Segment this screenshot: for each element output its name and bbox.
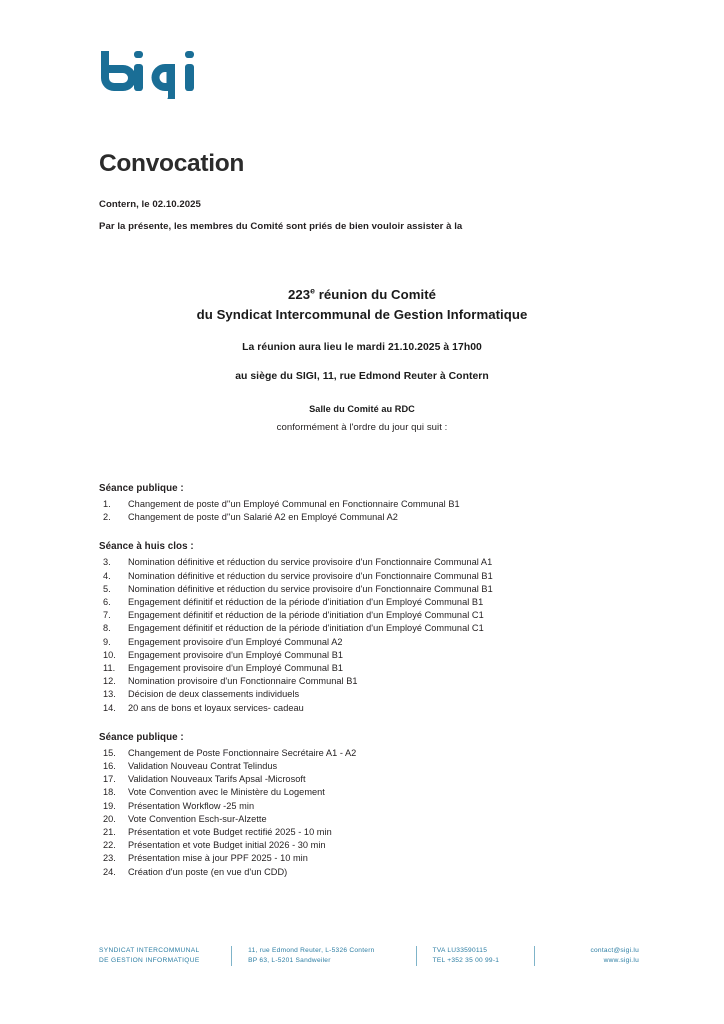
agenda-item-number: 20. xyxy=(103,813,116,824)
agenda-item-text: Présentation mise à jour PPF 2025 - 10 min xyxy=(128,853,308,864)
agenda-section-heading: Séance publique : xyxy=(99,483,184,494)
agenda-item-text: Changement de Poste Fonctionnaire Secrétaire A1 - A2 xyxy=(128,747,357,758)
agenda-section-heading: Séance publique : xyxy=(99,731,184,743)
agenda-item-number: 18. xyxy=(103,787,116,798)
agenda-item xyxy=(99,800,639,813)
agenda-item-text: Changement de poste d''un Salarié A2 en Employé Communal A2 xyxy=(128,512,398,523)
agenda-intro-note: conformément à l'ordre du jour qui suit : xyxy=(276,422,448,433)
agenda-item-text: Validation Nouveaux Tarifs Apsal -Microsoft xyxy=(128,774,306,785)
agenda-item xyxy=(99,596,639,609)
agenda-item-number: 1. xyxy=(103,499,111,509)
agenda-item xyxy=(99,636,639,649)
meeting-header-block xyxy=(0,285,724,433)
agenda-item-text: Validation Nouveau Contrat Telindus xyxy=(128,761,278,772)
agenda-item-text: Nomination définitive et réduction du service provisoire d'un Fonctionnaire Communal B1 xyxy=(128,583,493,594)
agenda-item xyxy=(99,747,639,760)
page-footer xyxy=(99,946,639,967)
footer-legal xyxy=(416,946,534,967)
agenda-item xyxy=(99,556,639,569)
agenda-item-number: 22. xyxy=(103,840,116,851)
agenda-item xyxy=(99,662,639,675)
agenda-item-number: 4. xyxy=(103,570,111,581)
meeting-room: Salle du Comité au RDC xyxy=(309,404,415,414)
meeting-datetime: La réunion aura lieu le mardi 21.10.2025 à 17h00 xyxy=(242,342,482,353)
agenda-item-text: Engagement définitif et réduction de la période d'initiation d'un Employé Communal C1 xyxy=(128,623,484,634)
agenda-item-text: Présentation et vote Budget rectifié 2025 - 10 min xyxy=(128,827,332,838)
footer-email[interactable]: contact@sigi.lu xyxy=(590,947,639,954)
agenda-item-number: 3. xyxy=(103,557,111,568)
agenda-item-text: Nomination provisoire d'un Fonctionnaire Communal B1 xyxy=(128,676,358,687)
agenda-item-number: 5. xyxy=(103,583,111,594)
footer-contact xyxy=(534,946,639,967)
agenda-item xyxy=(99,511,639,524)
sigi-logo xyxy=(99,47,219,99)
agenda-item xyxy=(99,622,639,635)
meeting-ordinal-suffix: e xyxy=(310,285,315,296)
agenda-item-text: 20 ans de bons et loyaux services- cadeau xyxy=(128,702,304,713)
agenda-item-number: 13. xyxy=(103,689,116,700)
agenda-item-number: 16. xyxy=(103,761,116,772)
place-and-date: Contern, le 02.10.2025 xyxy=(99,199,201,210)
agenda-item-text: Engagement provisoire d'un Employé Communal A2 xyxy=(128,636,343,647)
footer-org-line-1: SYNDICAT INTERCOMMUNAL xyxy=(99,947,200,954)
agenda-item-number: 2. xyxy=(103,512,111,523)
footer-vat-number: TVA LU33590115 xyxy=(432,947,488,954)
agenda-item xyxy=(99,839,639,852)
agenda-item-text: Engagement provisoire d'un Employé Communal B1 xyxy=(128,663,344,674)
agenda-item xyxy=(99,866,639,879)
footer-website[interactable]: www.sigi.lu xyxy=(603,957,639,965)
agenda-item-text: Nomination définitive et réduction du service provisoire d'un Fonctionnaire Communal B1 xyxy=(128,570,493,581)
agenda-item-text: Vote Convention avec le Ministère du Logement xyxy=(128,787,325,798)
agenda-item xyxy=(99,570,639,583)
agenda-item-text: Présentation et vote Budget initial 2026 - 30 min xyxy=(128,840,326,851)
agenda-item-number: 9. xyxy=(103,636,111,647)
agenda-item-number: 24. xyxy=(103,866,116,877)
agenda-section xyxy=(99,483,639,524)
agenda-item-text: Engagement provisoire d'un Employé Communal B1 xyxy=(128,649,344,660)
agenda xyxy=(99,483,639,879)
agenda-item-text: Engagement définitif et réduction de la période d'initiation d'un Employé Communal B1 xyxy=(128,597,484,608)
agenda-item xyxy=(99,773,639,786)
footer-org-line-2: DE GESTION INFORMATIQUE xyxy=(99,957,200,965)
agenda-item xyxy=(99,826,639,839)
agenda-item-number: 11. xyxy=(103,663,116,674)
agenda-item xyxy=(99,786,639,799)
footer-address xyxy=(231,946,415,967)
meeting-title-rest: réunion du Comité xyxy=(314,287,437,302)
agenda-item-number: 14. xyxy=(103,702,116,713)
agenda-item xyxy=(99,675,639,688)
footer-organisation xyxy=(99,946,231,967)
agenda-section-heading: Séance à huis clos : xyxy=(99,541,194,553)
agenda-item xyxy=(99,702,639,715)
agenda-item-text: Vote Convention Esch-sur-Alzette xyxy=(128,813,267,824)
agenda-item-text: Décision de deux classements individuels xyxy=(128,689,300,700)
agenda-list xyxy=(99,498,639,524)
footer-address-line-2: BP 63, L-5201 Sandweiler xyxy=(248,957,331,965)
agenda-item xyxy=(99,852,639,865)
agenda-item-number: 17. xyxy=(103,774,116,785)
agenda-list xyxy=(99,556,639,714)
invitation-lead-line: Par la présente, les membres du Comité sont priés de bien vouloir assister à la xyxy=(99,221,463,232)
agenda-item xyxy=(99,760,639,773)
page-title: Convocation xyxy=(99,150,245,177)
meeting-number: 223 xyxy=(287,287,311,302)
agenda-list xyxy=(99,747,639,879)
agenda-item xyxy=(99,649,639,662)
agenda-item-text: Création d'un poste (en vue d'un CDD) xyxy=(128,866,288,877)
footer-phone: TEL +352 35 00 99-1 xyxy=(432,957,500,965)
agenda-section xyxy=(99,541,639,714)
agenda-item-number: 12. xyxy=(103,676,116,687)
agenda-item xyxy=(99,688,639,701)
meeting-location: au siège du SIGI, 11, rue Edmond Reuter à Contern xyxy=(235,371,489,382)
agenda-item-number: 8. xyxy=(103,623,111,634)
agenda-section xyxy=(99,732,639,879)
agenda-item-text: Présentation Workflow -25 min xyxy=(128,800,255,811)
agenda-item xyxy=(99,813,639,826)
agenda-item xyxy=(99,609,639,622)
footer-address-line-1: 11, rue Edmond Reuter, L-5326 Contern xyxy=(248,947,375,954)
meeting-title-line-2: du Syndicat Intercommunal de Gestion Informatique xyxy=(196,307,528,322)
agenda-item xyxy=(99,498,639,511)
agenda-item-number: 19. xyxy=(103,800,116,811)
agenda-item-number: 6. xyxy=(103,597,111,608)
agenda-item xyxy=(99,583,639,596)
agenda-item-text: Engagement définitif et réduction de la période d'initiation d'un Employé Communal C1 xyxy=(128,610,484,621)
agenda-item-text: Nomination définitive et réduction du service provisoire d'un Fonctionnaire Communal A1 xyxy=(128,557,493,568)
agenda-item-number: 10. xyxy=(103,649,116,660)
agenda-item-number: 23. xyxy=(103,853,116,864)
agenda-item-text: Changement de poste d''un Employé Communal en Fonctionnaire Communal B1 xyxy=(128,499,460,509)
agenda-item-number: 21. xyxy=(103,827,116,838)
agenda-item-number: 15. xyxy=(103,747,116,758)
agenda-item-number: 7. xyxy=(103,610,111,621)
meeting-title-line-1 xyxy=(0,285,724,305)
